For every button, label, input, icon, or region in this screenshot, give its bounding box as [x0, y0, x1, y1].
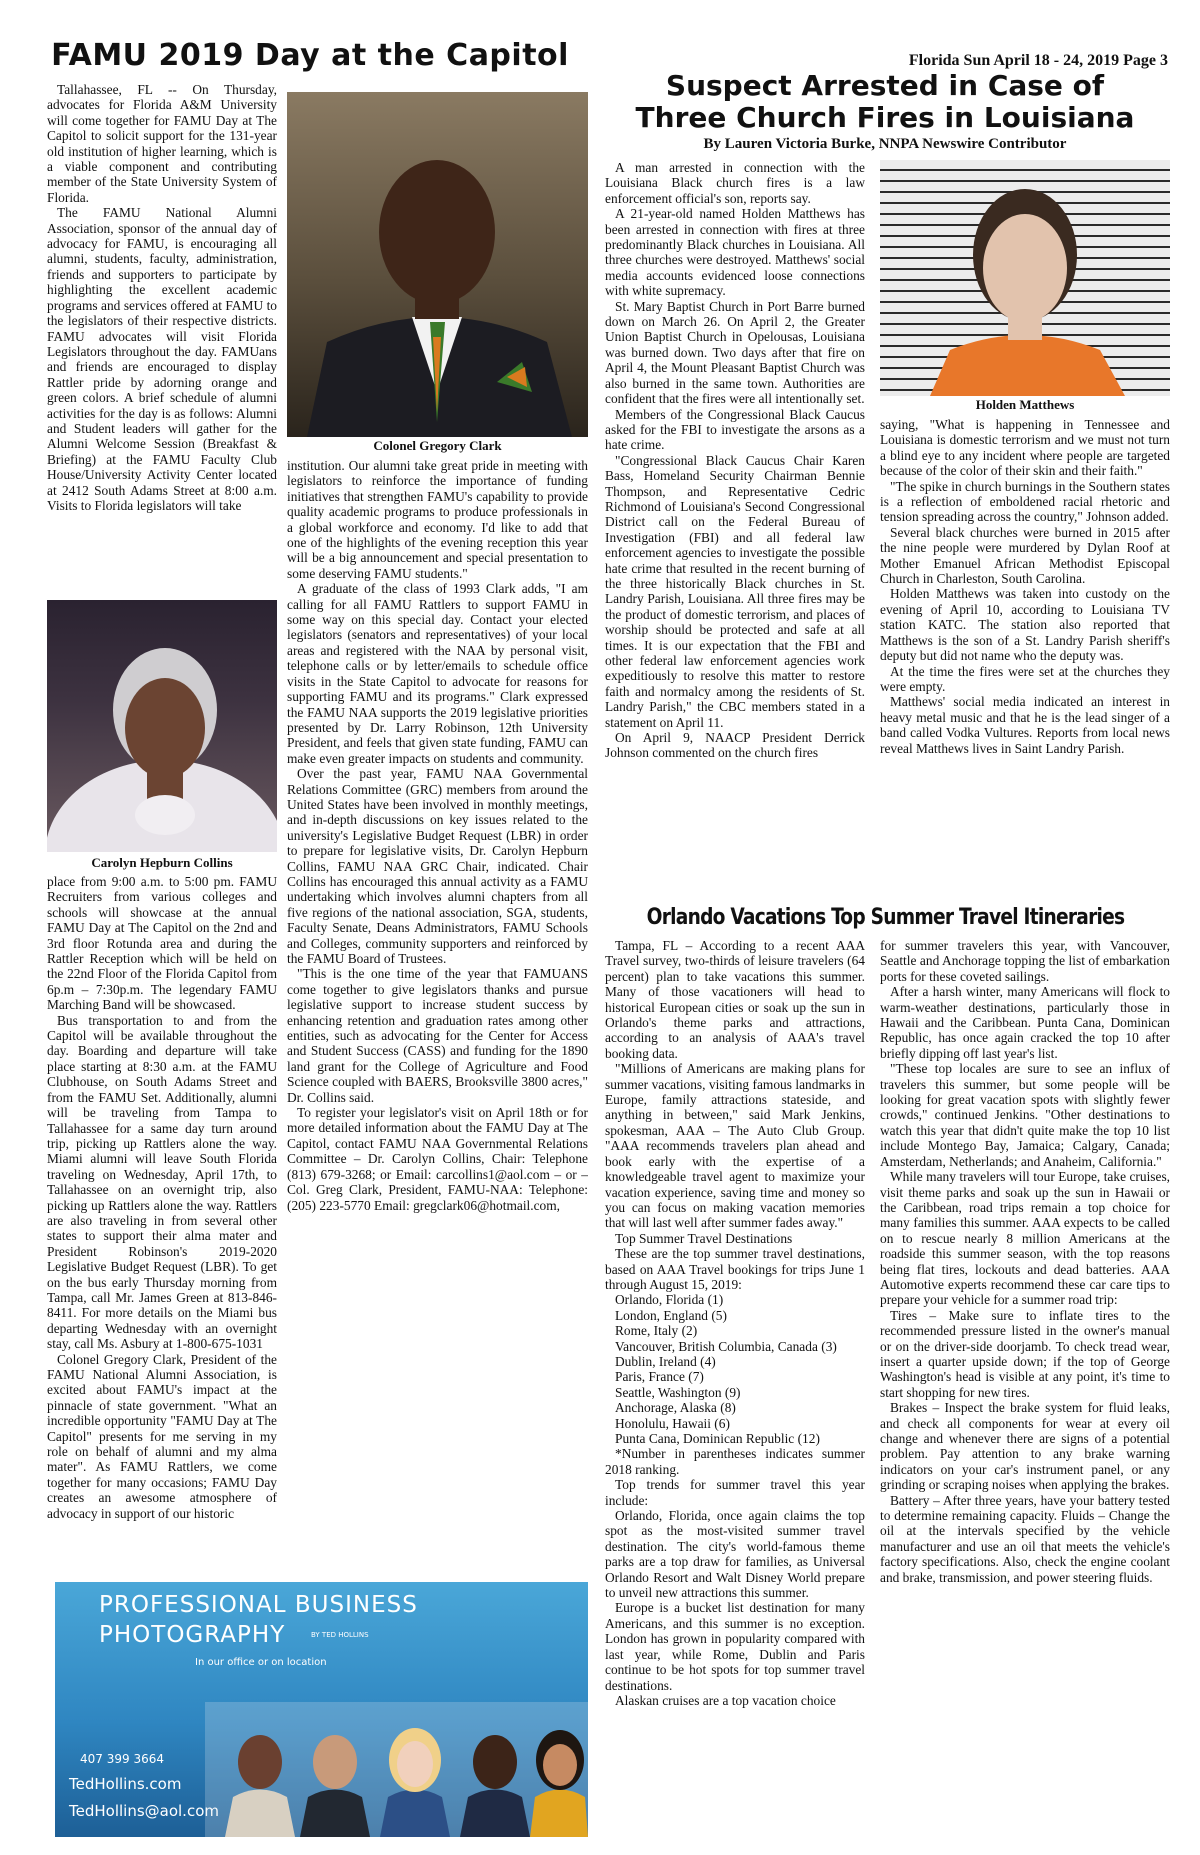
paragraph: Top trends for summer travel this year include: [605, 1477, 865, 1508]
paragraph: The FAMU National Alumni Association, sponsor of the annual day of advocacy for FAMU, is encouraging all alumni, students, faculty, administration, friends and supporters to participate by highlighting the excellent academic programs and services offered at FAMU to the legislators of their respective districts. FAMU advocates will visit Florida Legislators throughout the day. FAMUans and friends are encouraged to display Rattler pride by adorning orange and green colors. A brief schedule of alumni activities for the day is as follows: Alumni and Student leaders will gather for the Alumni Welcome Session (Breakfast & Briefing) at the FAMU Faculty Club House/University Activity Center located at 2412 South Adams Street at 8:00 a.m. Visits to Florida legislators will take [47, 205, 277, 513]
paragraph: While many travelers will tour Europe, take cruises, visit theme parks and soak up the sun in Hawaii or the Caribbean, road trips remain a top choice for many families this summer. AAA expects to be called on to rescue nearly 8 million Americans at the roadside this summer season, with the top reasons being flat tires, lockouts and dead batteries. AAA Automotive experts recommend these car care tips to prepare your vehicle for a summer road trip: [880, 1169, 1170, 1308]
paragraph: These are the top summer travel destinations, based on AAA Travel bookings for trips June 1 through August 15, 2019: [605, 1246, 865, 1292]
destination-list [605, 1292, 865, 1446]
clark-photo [287, 92, 588, 437]
caption-collins: Carolyn Hepburn Collins [91, 855, 233, 870]
ad-headshots [205, 1702, 588, 1837]
paragraph: Holden Matthews was taken into custody on the evening of April 10, according to Louisiana TV station KATC. The station also reported that Matthews is the son of a St. Landry Parish sheriff's deputy but did not name who the deputy was. [880, 586, 1170, 664]
paragraph: A man arrested in connection with the Louisiana Black church fires is a law enforcement official's son, reports say. [605, 160, 865, 206]
travel-col4 [880, 938, 1170, 1841]
paragraph: Matthews' social media indicated an interest in heavy metal music and that he is the lead singer of a band called Vodka Vultures. Reports from local news reveal Matthews lives in Saint Landry Parish. [880, 694, 1170, 756]
paragraph: "The spike in church burnings in the Southern states is a reflection of emboldened racial rhetoric and tension spreading across the country," Johnson added. [880, 478, 1170, 525]
photography-ad [55, 1582, 588, 1837]
paragraph: *Number in parentheses indicates summer 2018 ranking. [605, 1446, 865, 1477]
paragraph: A 21-year-old named Holden Matthews has been arrested in connection with fires at three predominantly Black churches in Louisiana. All three churches were destroyed. Matthews' social media accounts evidenced loose connections with white supremacy. [605, 206, 865, 299]
famu-headline: FAMU 2019 Day at the Capitol [51, 38, 569, 73]
list-item: Punta Cana, Dominican Republic (12) [615, 1431, 820, 1446]
famu-col1-top [47, 82, 277, 594]
paragraph: Members of the Congressional Black Caucus asked for the FBI to investigate the arsons as a hate crime. [605, 406, 865, 453]
church-byline: By Lauren Victoria Burke, NNPA Newswire Contributor [703, 136, 1067, 152]
paragraph: Tallahassee, FL -- On Thursday, advocates for Florida A&M University will come together for FAMU Day at The Capitol to solicit support for the 131-year old institution of higher learning, which is a viable component and contributing member of the State University System of Florida. [47, 82, 277, 205]
paragraph: Over the past year, FAMU NAA Governmental Relations Committee (GRC) members from around the United States have been involved in monthly meetings, and in-depth discussions on key issues related to the university's Legislative Budget Request (LBR) in order to prepare for legislative visits, Dr. Carolyn Hepburn Collins, FAMU NAA GRC Chair, indicated. Chair Collins has encouraged this annual activity as a FAMU undertaking which involves alumni chapters from all five regions of the national association, SGA, students, Faculty Senate, Deans Administrators, FAMU Schools and Colleges, community supporters and reinforced by the FAMU Board of Trustees. [287, 766, 588, 966]
paragraph: Tampa, FL – According to a recent AAA Travel survey, two-thirds of leisure travelers (64 percent) plan to take vacations this summer. Many of those vacationers will head to historical European cities or soak up the sun in Orlando's theme parks and attractions, according to an analysis of AAA's travel booking data. [605, 938, 865, 1061]
church-headline-line2: Three Church Fires in Louisiana [635, 101, 1135, 134]
masthead-right: Florida Sun April 18 - 24, 2019 Page 3 [908, 52, 1168, 69]
ad-tagline: In our office or on location [195, 1657, 327, 1668]
list-item: Anchorage, Alaska (8) [615, 1400, 736, 1416]
portrait-illustration [47, 600, 277, 852]
ad-phone: 407 399 3664 [80, 1752, 164, 1766]
famu-col1-bottom [47, 874, 277, 1574]
paragraph: "This is the one time of the year that FAMUANS come together to give legislators thanks and pursue legislative support to increase student success by enhancing retention and graduation rates among other entities, such as advocating for the Center for Access and Student Success (CASS) and funding for the 1890 land grant for the College of Agriculture and Food Science coupled with BAERS, Brooksville 3800 acres," Dr. Collins said. [287, 966, 588, 1105]
famu-col2 [287, 458, 588, 1572]
caption-matthews: Holden Matthews [975, 397, 1075, 412]
paragraph: Bus transportation to and from the Capitol will be available throughout the day. Boarding and departure will take place starting at 8:30 a.m. at the FAMU Clubhouse, on South Adams Street and from the FAMU Set. Additionally, alumni will be traveling from Tampa to Tallahassee for a same day turn around trip, picking up Rattlers alone the way. Miami alumni will leave South Florida traveling on Wednesday, April 17th, to Tallahassee on an overnight trip, also picking up Rattlers alone the way. Rattlers are also traveling in from several other states to support their alma mater and President Robinson's 2019-2020 Legislative Budget Request (LBR). To get on the bus early Thursday morning from Tampa, call Mr. James Green at 813-846-8411. For more details on the Miami bus departing Wednesday with an overnight stay, call Ms. Asbury at 1-800-675-1031 [47, 1012, 277, 1352]
list-item: Rome, Italy (2) [615, 1323, 698, 1339]
list-item: Orlando, Florida (1) [615, 1292, 724, 1308]
travel-col3 [605, 938, 865, 1841]
paragraph: saying, "What is happening in Tennessee and Louisiana is domestic terrorism and we must not turn a blind eye to any incident where people are targeted because of the color of their skin and their faith." [880, 417, 1170, 479]
caption-clark: Colonel Gregory Clark [373, 438, 502, 453]
paragraph: for summer travelers this year, with Vancouver, Seattle and Anchorage topping the list of embarkation ports for these coveted sailings. [880, 938, 1170, 984]
ad-website: TedHollins.com [69, 1775, 182, 1793]
travel-headline: Orlando Vacations Top Summer Travel Itineraries [646, 905, 1125, 930]
paragraph: Tires – Make sure to inflate tires to the recommended pressure listed in the owner's manual or on the driver-side doorjamb. To check tread wear, insert a quarter upside down; if the top of George Washington's head is visible at any point, it's time to start shopping for new tires. [880, 1307, 1170, 1400]
paragraph: "Congressional Black Caucus Chair Karen Bass, Homeland Security Chairman Bennie Thompson, and Representative Cedric Richmond of Louisiana's Second Congressional District call on the Federal Bureau of Investigation (FBI) and all federal law enforcement agencies to investigate the possible hate crime that resulted in the recent burning of the three historically Black churches in St. Landry Parish, Louisiana. All three fires may be the product of domestic terrorism, and places of worship should be protected and safe at all times. It is our expectation that the FBI and other federal law enforcement agencies work expeditiously to resolve this matter to restore faith and normalcy among the residents of St. Landry Parish," the CBC members stated in a statement on April 11. [605, 452, 865, 730]
paragraph: Europe is a bucket list destination for many Americans, and this summer is no exception. London has grown in popularity compared with last year, while Rome, Dublin and Paris continue to be hot spots for top summer travel destinations. [605, 1600, 865, 1693]
paragraph: To register your legislator's visit on April 18th or for more detailed information about the FAMU Day at The Capitol, contact FAMU NAA Governmental Relations Committee – Dr. Carolyn Collins, Chair: Telephone (813) 679-3268; or Email: carcollins1@aol.com – or – Col. Greg Clark, President, FAMU-NAA: Telephone: (205) 223-5770 Email: gregclark06@hotmail.com, [287, 1105, 588, 1213]
paragraph: Alaskan cruises are a top vacation choice [615, 1692, 836, 1708]
list-item: Paris, France (7) [615, 1369, 704, 1385]
paragraph: After a harsh winter, many Americans will flock to warm-weather destinations, particularly those in Hawaii and the Caribbean. Punta Cana, Dominican Republic, has once again cracked the top 10 after briefly dipping off last year's list. [880, 984, 1170, 1061]
paragraph: "Millions of Americans are making plans for summer vacations, visiting famous landmarks in Europe, family attractions stateside, and anything in between," said Mark Jenkins, spokesman, AAA – The Auto Club Group. "AAA recommends travelers plan ahead and book early with the expertise of a knowledgeable travel agent to maximize your vacation experience, saving time and money so you can focus on making vacation memories that will last well after summer fades away." [605, 1061, 865, 1231]
church-headline-line1: Suspect Arrested in Case of [665, 69, 1105, 102]
paragraph: Colonel Gregory Clark, President of the FAMU National Alumni Association, is excited about FAMU's impact at the pinnacle of state government. "What an incredible opportunity "FAMU Day at The Capitol" presents for me serving in my role on behalf of alumni and my alma mater". As FAMU Rattlers, we come together for many occasions; FAMU Day creates an awesome atmosphere of advocacy in support of our historic [47, 1351, 277, 1521]
ad-byline: BY TED HOLLINS [311, 1631, 369, 1639]
paragraph: Several black churches were burned in 2015 after the nine people were murdered by Dylan Roof at Mother Emanuel African Methodist Episcopal Church in Charleston, South Carolina. [880, 524, 1170, 587]
list-item: Vancouver, British Columbia, Canada (3) [615, 1338, 837, 1354]
ad-title-line1: PROFESSIONAL BUSINESS [99, 1592, 418, 1618]
paragraph: Battery – After three years, have your battery tested to determine remaining capacity. Fluids – Change the oil at the intervals specified by the vehicle manufacturer and use an oil that meets the vehicle's factory specifications. Also, check the engine coolant and brake, transmission, and power steering fluids. [880, 1492, 1170, 1585]
church-col4 [880, 417, 1170, 903]
paragraph: Brakes – Inspect the brake system for fluid leaks, and check all components for wear at every oil change and whenever there are signs of a potential problem. Pay attention to any brake warning indicators on your car's instrument panel, or any grinding or scraping noises when applying the brakes. [880, 1400, 1170, 1493]
portrait-illustration [287, 92, 588, 437]
list-item: Honolulu, Hawaii (6) [615, 1415, 730, 1431]
list-item: London, England (5) [615, 1307, 727, 1323]
paragraph: On April 9, NAACP President Derrick Johnson commented on the church fires [605, 730, 865, 761]
collins-photo [47, 600, 277, 852]
paragraph: A graduate of the class of 1993 Clark adds, "I am calling for all FAMU Rattlers to support FAMU in some way on this special day. Contact your elected legislators (senators and representatives) of your local areas and registered with the NAA by personal visit, telephone calls or by letter/emails to schedule office visits in the State Capitol to advocate for reasons for supporting FAMU and its programs." Clark expressed the FAMU NAA supports the 2019 legislative priorities presented by Dr. Larry Robinson, 12th University President, and feels that given state funding, FAMU can make even greater impacts on students and community. [287, 581, 588, 766]
portrait-illustration [880, 160, 1170, 396]
list-item: Seattle, Washington (9) [615, 1384, 741, 1400]
paragraph: place from 9:00 a.m. to 5:00 pm. FAMU Recruiters from various colleges and schools will showcase at the annual FAMU Day at The Capitol on the 2nd and 3rd floor Rotunda area and during the Rattler Reception which will be held on the 22nd Floor of the Florida Capitol from 6p.m – 7:30p.m. The legendary FAMU Marching Band will be showcased. [47, 874, 277, 1013]
paragraph: At the time the fires were set at the churches they were empty. [880, 663, 1170, 694]
paragraph: St. Mary Baptist Church in Port Barre burned down on March 26. On April 2, the Greater Union Baptist Church in Opelousas, Louisiana was burned down. Two days after that fire on April 4, the Mount Pleasant Baptist Church was also burned in the same town. Authorities are confident that the fires were all intentionally set. [605, 298, 865, 407]
matthews-photo [880, 160, 1170, 396]
paragraph: Top Summer Travel Destinations [615, 1230, 793, 1246]
ad-email: TedHollins@aol.com [69, 1802, 219, 1820]
paragraph: Orlando, Florida, once again claims the top spot as the most-visited summer travel destination. The city's world-famous theme parks are a top draw for families, as Universal Orlando Resort and Walt Disney World prepare to unveil new attractions this summer. [605, 1508, 865, 1601]
list-item: Dublin, Ireland (4) [615, 1353, 716, 1369]
ad-title-line2: PHOTOGRAPHY [99, 1622, 286, 1648]
church-col3 [605, 160, 865, 902]
paragraph: "These top locales are sure to see an influx of travelers this summer, but some people will be looking for great vacation spots with slightly fewer crowds," continued Jenkins. "Other destinations to watch this year that didn't quite make the top 10 list include Montego Bay, Jamaica; Calgary, Canada; Amsterdam, Netherlands; and Anaheim, California." [880, 1061, 1170, 1169]
paragraph: institution. Our alumni take great pride in meeting with legislators to reinforce the importance of funding initiatives that strengthen FAMU's capability to provide quality academic programs to produce professionals in a global workforce and economy. I'd like to add that one of the highlights of the evening reception this year will be a big announcement and special presentation to some deserving FAMU students." [287, 458, 588, 581]
